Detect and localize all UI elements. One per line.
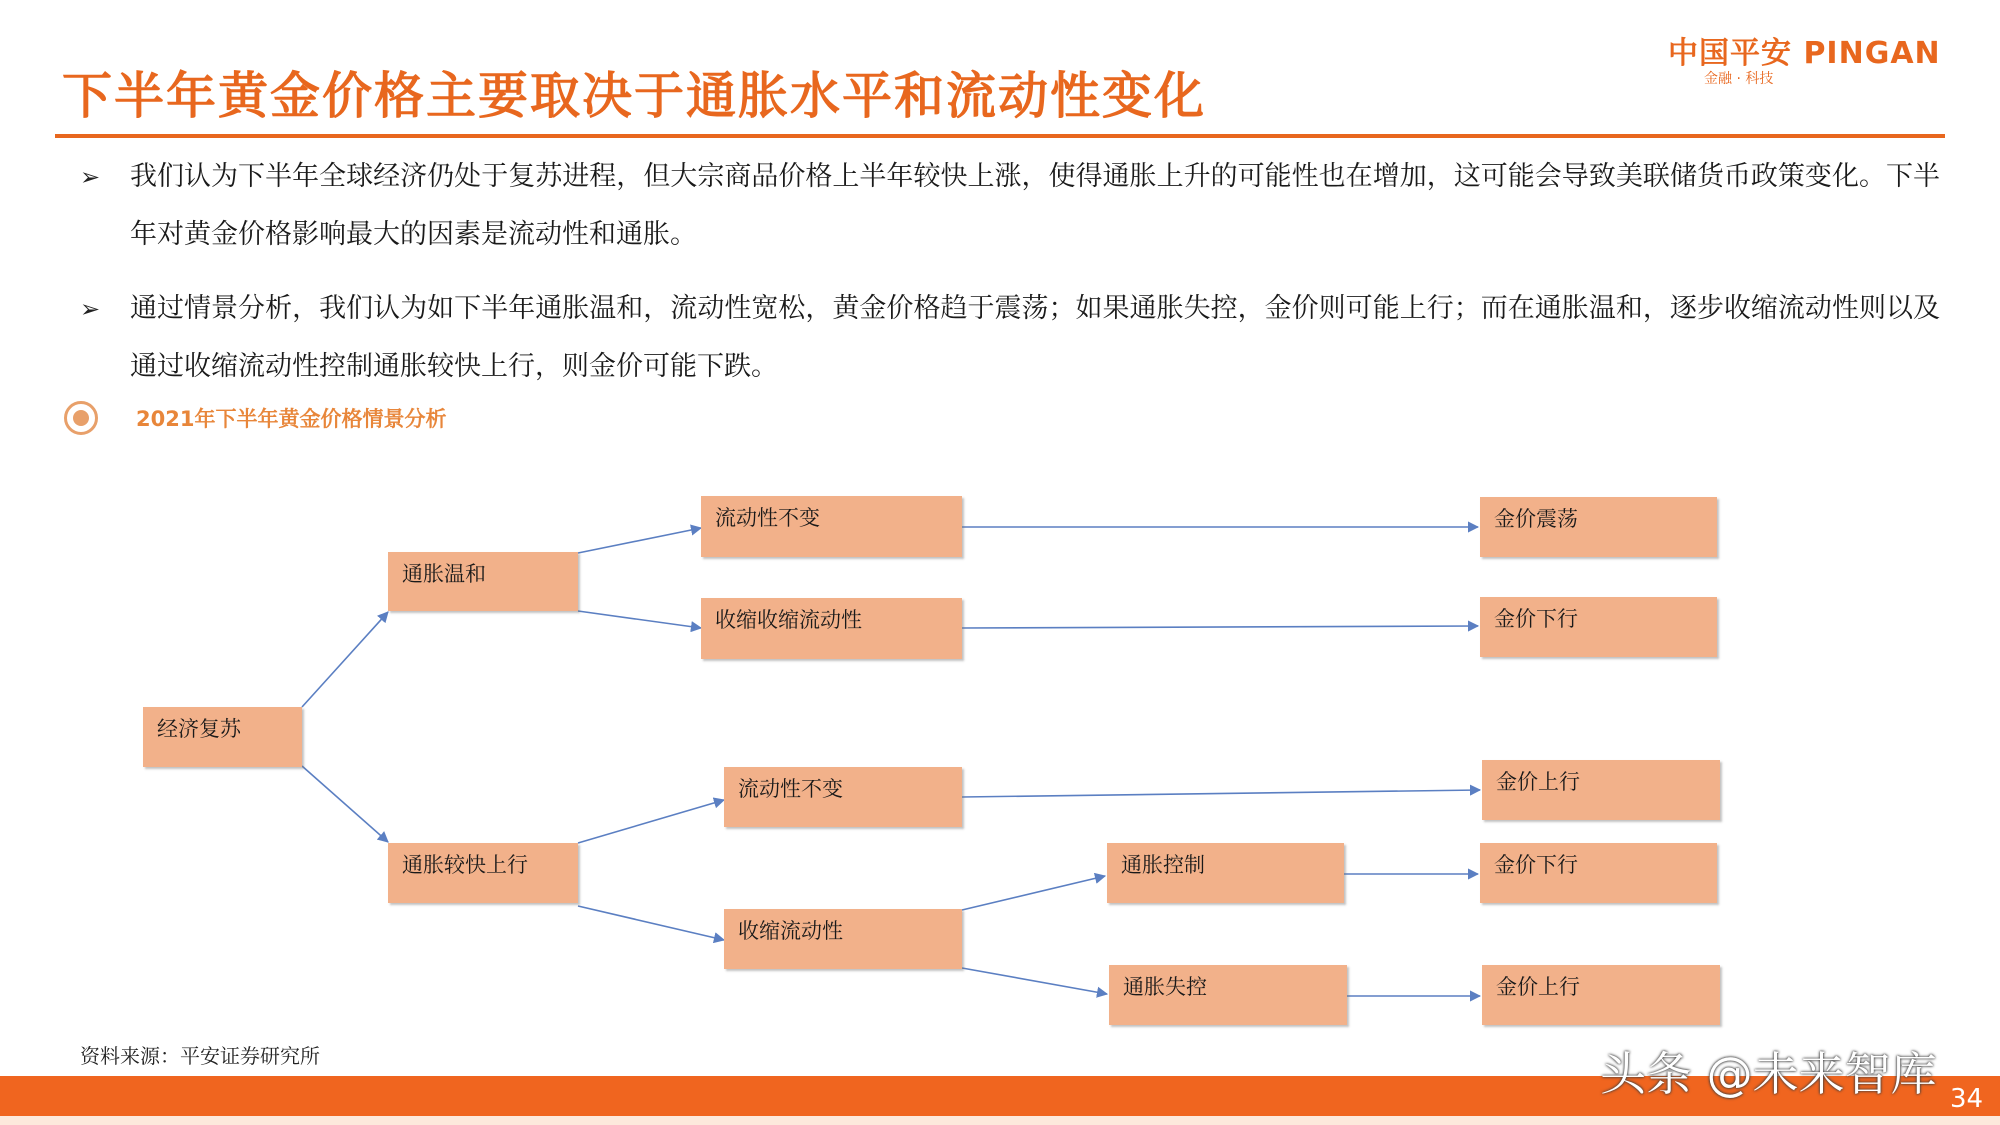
logo-tagline: 金融 · 科技 [1704,71,1774,87]
edge-tighten-out [962,968,1107,994]
node-tighten-liquidity: 收缩流动性 [724,909,962,969]
logo-wordmark: 中国平安 PINGAN [1668,36,1941,71]
bullet-point [80,148,1940,264]
node-gold-oscillate: 金价震荡 [1480,497,1717,557]
watermark: 头条 @未来智库 [1600,1047,1937,1101]
source-note: 资料来源：平安证券研究所 [80,1044,320,1068]
edge-tighten-controlled [962,876,1105,910]
node-liquidity-unchanged: 流动性不变 [701,496,962,557]
footer-strip [0,1116,2000,1125]
edge-unchanged2-up [962,790,1480,797]
edge-root-fast [302,766,388,842]
edge-root-mild [302,612,388,707]
target-icon [64,401,98,435]
edge-mild-tighten [578,611,701,628]
pingan-logo [1668,28,1968,90]
node-gold-up: 金价上行 [1482,965,1720,1025]
node-inflation-out-of-control: 通胀失控 [1109,965,1347,1025]
bullet-point [80,280,1940,396]
title-divider [55,134,1945,138]
figure-caption-text: 2021年下半年黄金价格情景分析 [136,407,447,431]
edge-fast-unchanged [578,800,724,843]
edge-fast-tighten [578,906,724,940]
node-economic-recovery: 经济复苏 [143,707,302,767]
figure-caption [64,398,446,438]
edge-tighten-down [962,626,1478,628]
bullet-text: 我们认为下半年全球经济仍处于复苏进程，但大宗商品价格上半年较快上涨，使得通胀上升的可能性也在增加，这可能会导致美联储货币政策变化。下半年对黄金价格影响最大的因素是流动性和通胀。 [130,161,1940,250]
edge-mild-unchanged [578,528,701,553]
node-inflation-fast: 通胀较快上行 [388,843,578,903]
page-number: 34 [1950,1084,1984,1114]
node-liquidity-unchanged: 流动性不变 [724,767,962,827]
node-inflation-mild: 通胀温和 [388,552,578,611]
slide-title: 下半年黄金价格主要取决于通胀水平和流动性变化 [62,66,1206,125]
node-gold-down: 金价下行 [1480,597,1717,657]
node-gold-up: 金价上行 [1482,760,1720,820]
arrow-bullet-icon: ➢ [80,295,101,323]
bullet-text: 通过情景分析，我们认为如下半年通胀温和，流动性宽松，黄金价格趋于震荡；如果通胀失控，金价则可能上行；而在通胀温和，逐步收缩流动性则以及通过收缩流动性控制通胀较快上行，则金价可能下跌。 [130,293,1940,382]
node-inflation-controlled: 通胀控制 [1107,843,1344,903]
arrow-bullet-icon: ➢ [80,163,101,191]
node-gold-down: 金价下行 [1480,843,1717,903]
node-tighten-liquidity-twice: 收缩收缩流动性 [701,598,962,659]
